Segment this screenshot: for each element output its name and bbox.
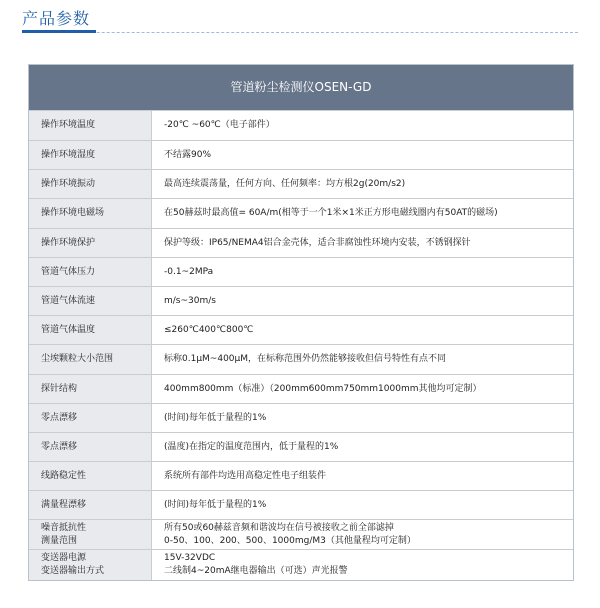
row-label: 操作环境振动: [29, 170, 152, 199]
row-label: 管道气体压力: [29, 258, 152, 287]
row-label-line: 变送器输出方式: [41, 565, 105, 576]
row-label-line: 测量范围: [41, 535, 78, 546]
heading-divider: [22, 32, 578, 33]
spec-table: [28, 64, 574, 581]
spec-table-body: [29, 110, 573, 580]
row-value: (时间)每年低于量程的1%: [152, 404, 574, 433]
row-value: -20℃ ~60℃（电子部件）: [152, 111, 574, 141]
table-row: [29, 229, 573, 258]
table-row: [29, 404, 573, 433]
row-label: 操作环境电磁场: [29, 199, 152, 229]
row-label-line: 噪音抵抗性: [41, 522, 87, 533]
table-row: [29, 375, 573, 404]
row-value: 最高连续震荡量，任何方向、任何频率：均方根2g(20m/s2): [152, 170, 574, 199]
row-value-line: 二线制4~20mA继电器输出（可选）声光报警: [164, 565, 348, 576]
table-row-double: [29, 520, 573, 550]
row-label: 探针结构: [29, 375, 152, 404]
table-row: [29, 287, 573, 316]
row-value: -0.1~2MPa: [152, 258, 574, 287]
row-label: 零点漂移: [29, 404, 152, 433]
row-value: 保护等级：IP65/NEMA4铝合金壳体，适合非腐蚀性环境内安装，不锈钢探针: [152, 229, 574, 258]
row-label: 尘埃颗粒大小范围: [29, 345, 152, 375]
row-value: 标称0.1μM~400μM，在标称范围外仍然能够接收但信号特性有点不同: [152, 345, 574, 375]
row-value: 系统所有部件均选用高稳定性电子组装件: [152, 462, 574, 491]
table-row: [29, 316, 573, 345]
table-row: [29, 141, 573, 170]
table-title: 管道粉尘检测仪OSEN-GD: [29, 65, 573, 110]
row-label: 操作环境温度: [29, 111, 152, 141]
table-row: [29, 462, 573, 491]
table-row: [29, 170, 573, 199]
row-value-line: 15V-32VDC: [164, 552, 216, 563]
row-label: 满量程漂移: [29, 491, 152, 520]
row-value: (时间)每年低于量程的1%: [152, 491, 574, 520]
row-label: 操作环境保护: [29, 229, 152, 258]
row-value-line: 0-50、100、200、500、1000mg/M3（其他量程均可定制）: [164, 535, 416, 546]
row-value: 在50赫兹时最高值= 60A/m(相等于一个1米×1米正方形电磁线圈内有50AT的磁场): [152, 199, 574, 229]
table-row: [29, 111, 573, 141]
row-label-line: 变送器电源: [41, 552, 87, 563]
row-label: 管道气体温度: [29, 316, 152, 345]
row-label: 管道气体流速: [29, 287, 152, 316]
heading-underline: [22, 30, 96, 33]
row-value-double: [152, 550, 574, 580]
table-row: [29, 199, 573, 229]
row-value: 不结露90%: [152, 141, 574, 170]
row-label: 操作环境湿度: [29, 141, 152, 170]
section-heading: 产品参数: [22, 9, 91, 28]
table-row: [29, 258, 573, 287]
table-row: [29, 491, 573, 520]
row-label: 零点漂移: [29, 433, 152, 462]
table-row: [29, 433, 573, 462]
table-row: [29, 345, 573, 375]
table-row-double: [29, 550, 573, 580]
row-value: m/s~30m/s: [152, 287, 574, 316]
row-label-double: [29, 550, 152, 580]
row-value: (温度)在指定的温度范围内，低于量程的1%: [152, 433, 574, 462]
row-label-double: [29, 520, 152, 550]
row-value-double: [152, 520, 574, 550]
row-value-line: 所有50或60赫兹音频和谐波均在信号被接收之前全部滤掉: [164, 522, 394, 533]
row-value: 400mm800mm（标准）（200mm600mm750mm1000mm其他均可定制）: [152, 375, 574, 404]
row-value: ≤260℃400℃800℃: [152, 316, 574, 345]
row-label: 线路稳定性: [29, 462, 152, 491]
